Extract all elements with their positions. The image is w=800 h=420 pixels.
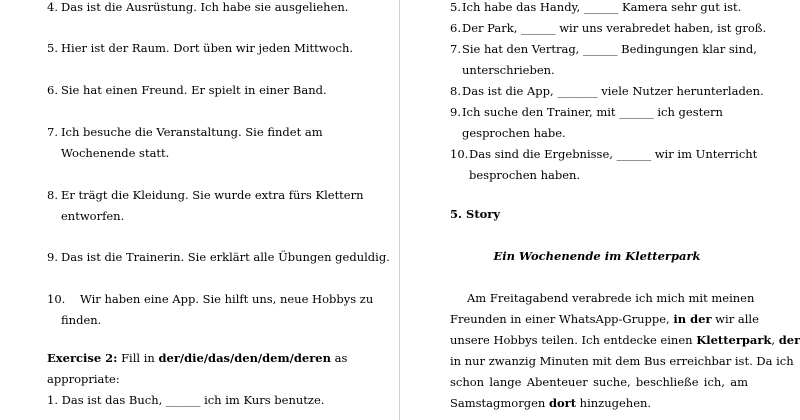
item-number: 8. bbox=[450, 84, 461, 98]
item-text: Das ist die Ausrüstung. Ich habe sie ausgeliehen. bbox=[61, 0, 349, 14]
item-number: 10. bbox=[47, 292, 66, 306]
item-text-cont: entworfen. bbox=[61, 209, 125, 223]
item-number: 9. bbox=[47, 250, 58, 264]
item-text-cont: finden. bbox=[61, 313, 102, 327]
item-text: Ich besuche die Veranstaltung. Sie findet am bbox=[61, 125, 323, 139]
item-text: Er trägt die Kleidung. Sie wurde extra fürs Klettern bbox=[61, 188, 364, 202]
item-text: Das sind die Ergebnisse, ______ wir im Unterricht bbox=[469, 147, 758, 161]
story-title: Ein Wochenende im Kletterpark bbox=[493, 249, 701, 263]
item-text: Ich suche den Trainer, mit ______ ich gestern bbox=[462, 105, 723, 119]
item-text: Sie hat einen Freund. Er spielt in einer Band. bbox=[61, 83, 327, 97]
item-text: Das ist die App, _______ viele Nutzer herunterladen. bbox=[462, 84, 764, 98]
item-text: Der Park, ______ wir uns verabredet haben, ist groß. bbox=[462, 21, 767, 35]
exercise-label: Exercise 2: bbox=[47, 351, 118, 365]
story-line-5: schon lange Abenteuer suche, beschließe ich, am bbox=[450, 375, 748, 389]
item-number: 6. bbox=[47, 83, 58, 97]
exercise-2-item-1: 1. Das ist das Buch, ______ ich im Kurs benutze. bbox=[47, 393, 325, 407]
story-line-2: Freunden in einer WhatsApp-Gruppe, in der wir alle bbox=[450, 312, 759, 326]
item-text: Wir haben eine App. Sie hilft uns, neue Hobbys zu bbox=[80, 292, 374, 306]
exercise-2-instruction: Exercise 2: Fill in der/die/das/den/dem/deren as bbox=[47, 351, 348, 365]
item-number: 10. bbox=[450, 147, 469, 161]
item-text: Ich habe das Handy, ______ Kamera sehr gut ist. bbox=[462, 0, 742, 14]
item-number: 4. bbox=[47, 0, 58, 14]
item-text: Das ist die Trainerin. Sie erklärt alle Übungen geduldig. bbox=[61, 250, 390, 264]
item-text-cont: unterschrieben. bbox=[462, 63, 555, 77]
item-text-cont: besprochen haben. bbox=[469, 168, 581, 182]
story-line-6: Samstagmorgen dort hinzugehen. bbox=[450, 396, 652, 410]
item-text: Sie hat den Vertrag, ______ Bedingungen klar sind, bbox=[462, 42, 757, 56]
left-page bbox=[0, 0, 399, 420]
item-number: 9. bbox=[450, 105, 461, 119]
story-line-4: in nur zwanzig Minuten mit dem Bus erreichbar ist. Da ich bbox=[450, 354, 794, 368]
item-text-cont: gesprochen habe. bbox=[462, 126, 566, 140]
right-page bbox=[400, 0, 800, 420]
exercise-2-instruction-cont: appropriate: bbox=[47, 372, 120, 386]
item-number: 7. bbox=[47, 125, 58, 139]
item-number: 5. bbox=[47, 41, 58, 55]
story-line-1: Am Freitagabend verabrede ich mich mit meinen bbox=[467, 291, 755, 305]
item-text: Hier ist der Raum. Dort üben wir jeden Mittwoch. bbox=[61, 41, 354, 55]
item-number: 5. bbox=[450, 0, 461, 14]
relative-pronoun-forms: der/die/das/den/dem/deren bbox=[158, 351, 331, 365]
item-number: 7. bbox=[450, 42, 461, 56]
story-line-3: unsere Hobbys teilen. Ich entdecke einen Kletterpark, der bbox=[450, 333, 800, 347]
item-number: 6. bbox=[450, 21, 461, 35]
section-heading: 5. Story bbox=[450, 207, 501, 221]
item-text-cont: Wochenende statt. bbox=[61, 146, 170, 160]
item-number: 8. bbox=[47, 188, 58, 202]
